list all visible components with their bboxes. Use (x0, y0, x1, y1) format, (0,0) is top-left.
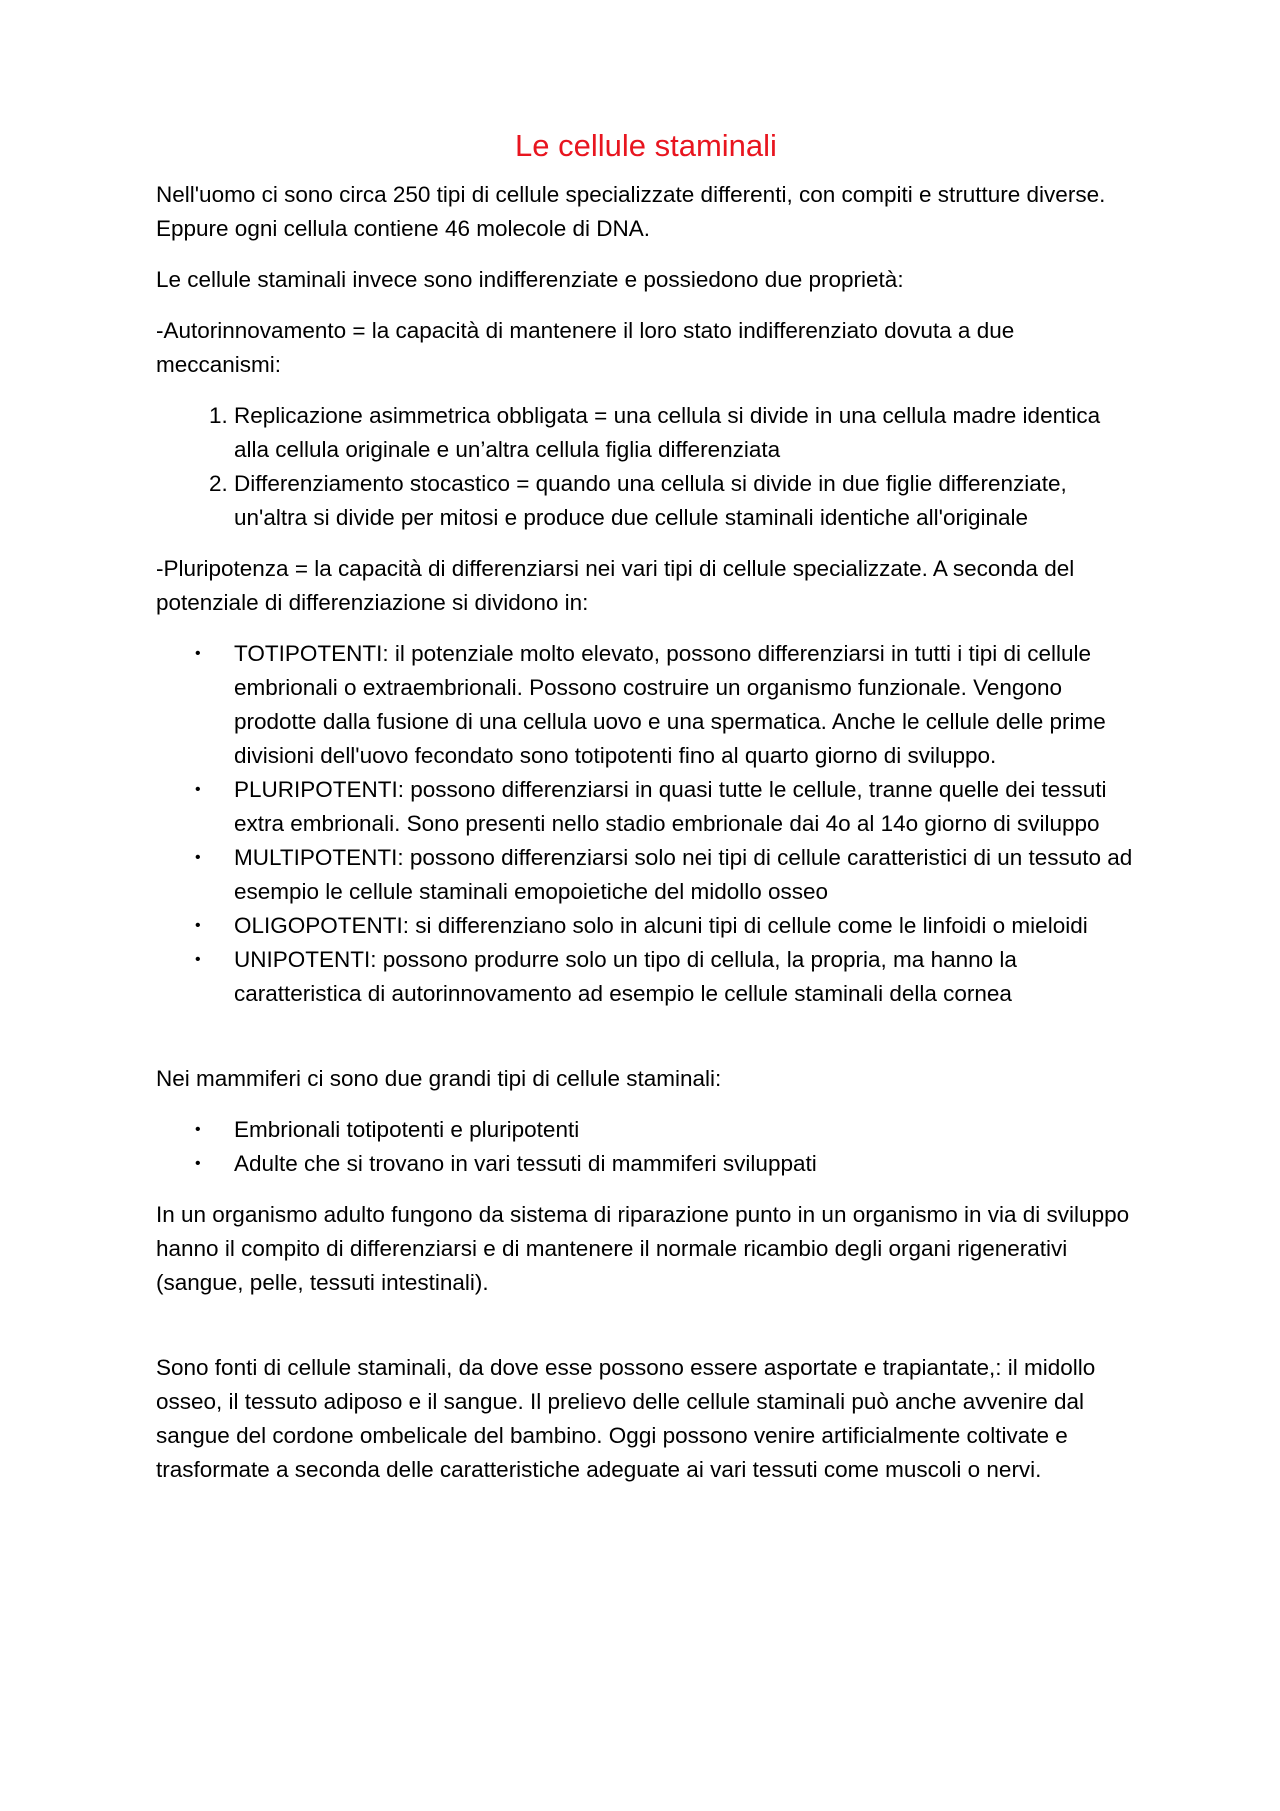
list-item (195, 909, 1136, 943)
mammiferi-paragraph: Nei mammiferi ci sono due grandi tipi di cellule staminali: (156, 1066, 722, 1091)
list-item (195, 1113, 1136, 1147)
document-title: Le cellule staminali (515, 128, 777, 163)
meccanismi-list (156, 399, 1136, 535)
spacer (156, 1028, 1136, 1062)
bullet-icon: • (195, 1155, 201, 1172)
list-item (195, 773, 1136, 841)
autorinnovamento-paragraph: -Autorinnovamento = la capacità di mantenere il loro stato indifferenziato dovuta a due meccanismi: (156, 318, 1015, 377)
list-item (195, 841, 1136, 909)
list-item (195, 1147, 1136, 1181)
list-item-text: PLURIPOTENTI: possono differenziarsi in quasi tutte le cellule, tranne quelle dei tessuti extra embrionali. Sono presenti nello stadio embrionale dai 4o al 14o giorno di sviluppo (234, 777, 1107, 836)
bullet-icon: • (195, 917, 201, 934)
spacer (156, 1317, 1136, 1351)
intro-paragraph-2: Le cellule staminali invece sono indifferenziate e possiedono due proprietà: (156, 267, 904, 292)
bullet-icon: • (195, 951, 201, 968)
intro-paragraph-1: Nell'uomo ci sono circa 250 tipi di cellule specializzate differenti, con compiti e strutture diverse. Eppure ogni cellula contiene 46 molecole di DNA. (156, 182, 1106, 241)
list-item (195, 637, 1136, 773)
list-item-text: UNIPOTENTI: possono produrre solo un tipo di cellula, la propria, ma hanno la caratteristica di autorinnovamento ad esempio le cellule staminali della cornea (234, 947, 1017, 1006)
tipi-potenza-list (156, 637, 1136, 1011)
list-item (195, 943, 1136, 1011)
bullet-icon: • (195, 849, 201, 866)
pluripotenza-paragraph: -Pluripotenza = la capacità di differenziarsi nei vari tipi di cellule specializzate. A seconda del potenziale di differenziazione si dividono in: (156, 556, 1075, 615)
bullet-icon: • (195, 645, 201, 662)
tipi-mammiferi-list (156, 1113, 1136, 1181)
organismo-adulto-paragraph: In un organismo adulto fungono da sistema di riparazione punto in un organismo in via di sviluppo hanno il compito di differenziarsi e di mantenere il normale ricambio degli organi rigenerativi (sangue, pelle, tessuti intestinali). (156, 1202, 1130, 1295)
bullet-icon: • (195, 1121, 201, 1138)
fonti-paragraph: Sono fonti di cellule staminali, da dove esse possono essere asportate e trapiantate,: il midollo osseo, il tessuto adiposo e il sangue. Il prelievo delle cellule staminali può anche avvenire dal sangue del cordone ombelicale del bambino. Oggi possono venire artificialmente coltivate e trasformate a seconda delle caratteristiche adeguate ai vari tessuti come muscoli o nervi. (156, 1355, 1096, 1482)
list-item-text: OLIGOPOTENTI: si differenziano solo in alcuni tipi di cellule come le linfoidi o mieloidi (234, 913, 1088, 938)
list-item-text: Adulte che si trovano in vari tessuti di mammiferi sviluppati (234, 1151, 817, 1176)
list-item-text: MULTIPOTENTI: possono differenziarsi solo nei tipi di cellule caratteristici di un tessuto ad esempio le cellule staminali emopoietiche del midollo osseo (234, 845, 1133, 904)
list-item: 1. Replicazione asimmetrica obbligata = una cellula si divide in una cellula madre identica alla cellula originale e un’altra cellula figlia differenziata (234, 399, 1136, 467)
bullet-icon: • (195, 781, 201, 798)
list-item: 2. Differenziamento stocastico = quando una cellula si divide in due figlie differenziate, un'altra si divide per mitosi e produce due cellule staminali identiche all'originale (234, 467, 1136, 535)
list-item-text: TOTIPOTENTI: il potenziale molto elevato, possono differenziarsi in tutti i tipi di cellule embrionali o extraembrionali. Possono costruire un organismo funzionale. Vengono prodotte dalla fusione di una cellula uovo e una spermatica. Anche le cellule delle prime divisioni dell'uovo fecondato sono totipotenti fino al quarto giorno di sviluppo. (234, 641, 1106, 768)
list-item-text: Embrionali totipotenti e pluripotenti (234, 1117, 580, 1142)
document-body (156, 124, 1136, 1504)
